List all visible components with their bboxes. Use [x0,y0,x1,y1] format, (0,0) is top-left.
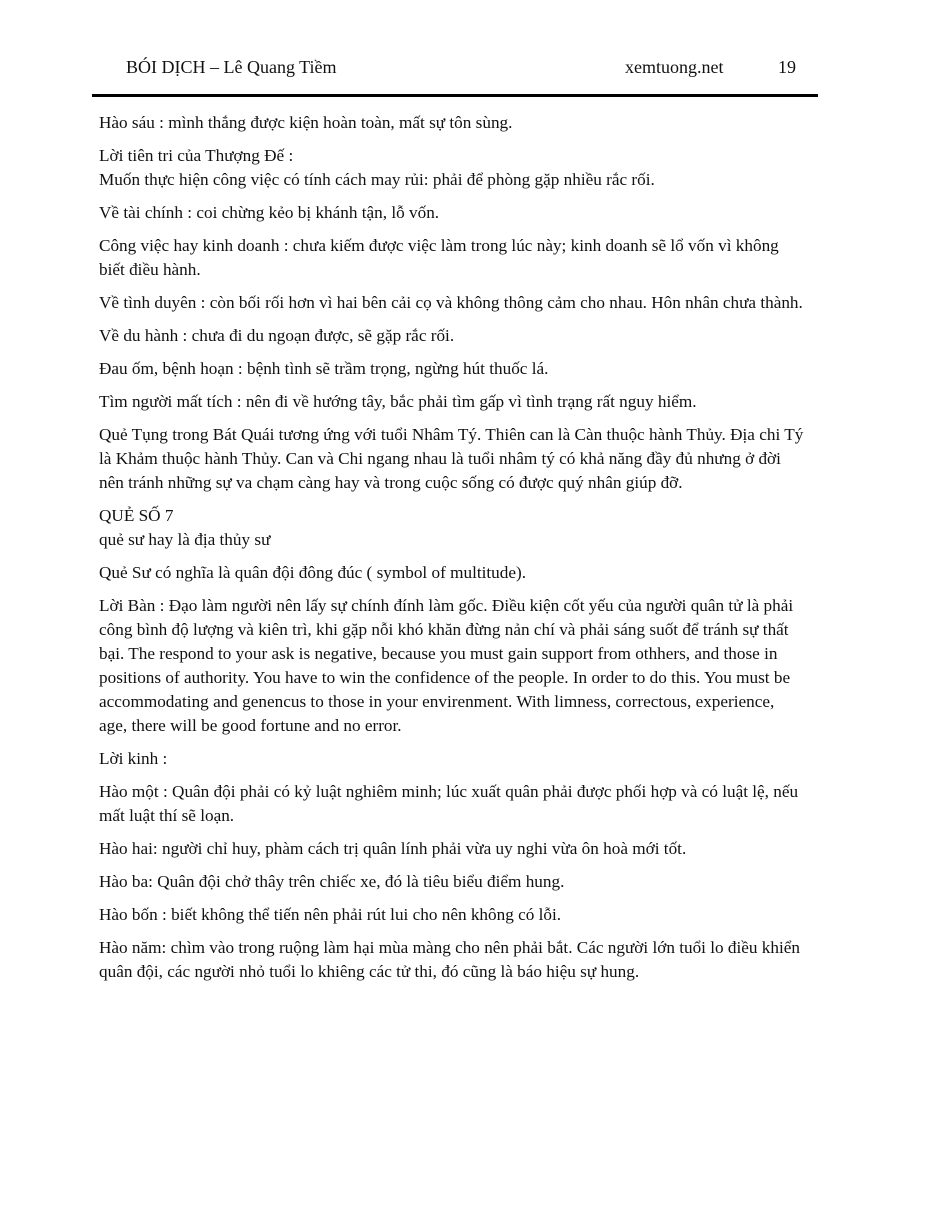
paragraph-hao-bon: Hào bốn : biết không thể tiến nên phải rút lui cho nên không có lỗi. [99,905,562,924]
document-title: BÓI DỊCH – Lê Quang Tiềm [126,57,337,77]
header-divider [92,94,818,97]
loi-kinh-heading: Lời kinh : [99,749,168,768]
paragraph-hao-sau: Hào sáu : mình thắng được kiện hoàn toàn, mất sự tôn sùng. [99,113,513,132]
page-body [99,111,804,993]
section-heading-que-so-7: QUẺ SỐ 7 [99,506,174,525]
paragraph-travel: Về du hành : chưa đi du ngoạn được, sẽ gặp rắc rối. [99,326,455,345]
section-subtitle: quẻ sư hay là địa thủy sư [99,530,271,549]
paragraph-que-tung: Quẻ Tụng trong Bát Quái tương ứng với tuổi Nhâm Tý. Thiên can là Càn thuộc hành Thủy. Địa chi Tý là Khảm thuộc hành Thủy. Can và Chi ngang nhau là tuổi nhâm tý có khả năng đầy đủ nhưng ở đời nên tránh những sự va chạm càng hay và trong cuộc sống có được quý nhân giúp đỡ. [99,425,804,492]
paragraph-finance: Về tài chính : coi chừng kẻo bị khánh tận, lỗ vốn. [99,203,440,222]
paragraph-hao-nam: Hào năm: chìm vào trong ruộng làm hại mùa màng cho nên phải bắt. Các người lớn tuổi lo điều khiển quân đội, các người nhỏ tuổi lo khiêng các tử thi, đó cũng là báo hiệu sự hung. [99,938,800,981]
paragraph-hao-ba: Hào ba: Quân đội chở thây trên chiếc xe, đó là tiêu biểu điểm hung. [99,872,565,891]
paragraph-business: Công việc hay kinh doanh : chưa kiếm được việc làm trong lúc này; kinh doanh sẽ lổ vốn vì không biết điều hành. [99,236,779,279]
paragraph-love: Về tình duyên : còn bối rối hơn vì hai bên cải cọ và không thông cảm cho nhau. Hôn nhân chưa thành. [99,293,803,312]
prophecy-heading: Lời tiên tri của Thượng Đế : [99,146,294,165]
website-name: xemtuong.net [625,57,724,77]
paragraph-health: Đau ốm, bệnh hoạn : bệnh tình sẽ trầm trọng, ngừng hút thuốc lá. [99,359,549,378]
page-header [0,0,935,96]
page-number: 19 [778,57,796,77]
paragraph-prophecy: Muốn thực hiện công việc có tính cách may rủi: phải để phòng gặp nhiều rắc rối. [99,170,655,189]
paragraph-hao-mot: Hào một : Quân đội phải có kỷ luật nghiêm minh; lúc xuất quân phải được phối hợp và có luật lệ, nếu mất luật thí sẽ loạn. [99,782,799,825]
paragraph-que-su-meaning: Quẻ Sư có nghĩa là quân đội đông đúc ( symbol of multitude). [99,563,527,582]
paragraph-loi-ban: Lời Bàn : Đạo làm người nên lấy sự chính đính làm gốc. Điều kiện cốt yếu của người quân tử là phải công bình độ lượng và kiên trì, khi gặp nỗi khó khăn đừng nản chí và phải sáng suốt để tránh sự thất bại. The respond to your ask is negative, because you must gain support from othhers, and those in positions of authority. You have to win the confidence of the people. In order to do this. You must be accommodating and genencus to those in your envirenment. With limness, correctous, experience, age, there will be good fortune and no error. [99,596,794,735]
paragraph-missing-person: Tìm người mất tích : nên đi về hướng tây, bắc phải tìm gấp vì tình trạng rất nguy hiểm. [99,392,697,411]
paragraph-hao-hai: Hào hai: người chỉ huy, phàm cách trị quân lính phải vừa uy nghi vừa ôn hoà mới tốt. [99,839,687,858]
